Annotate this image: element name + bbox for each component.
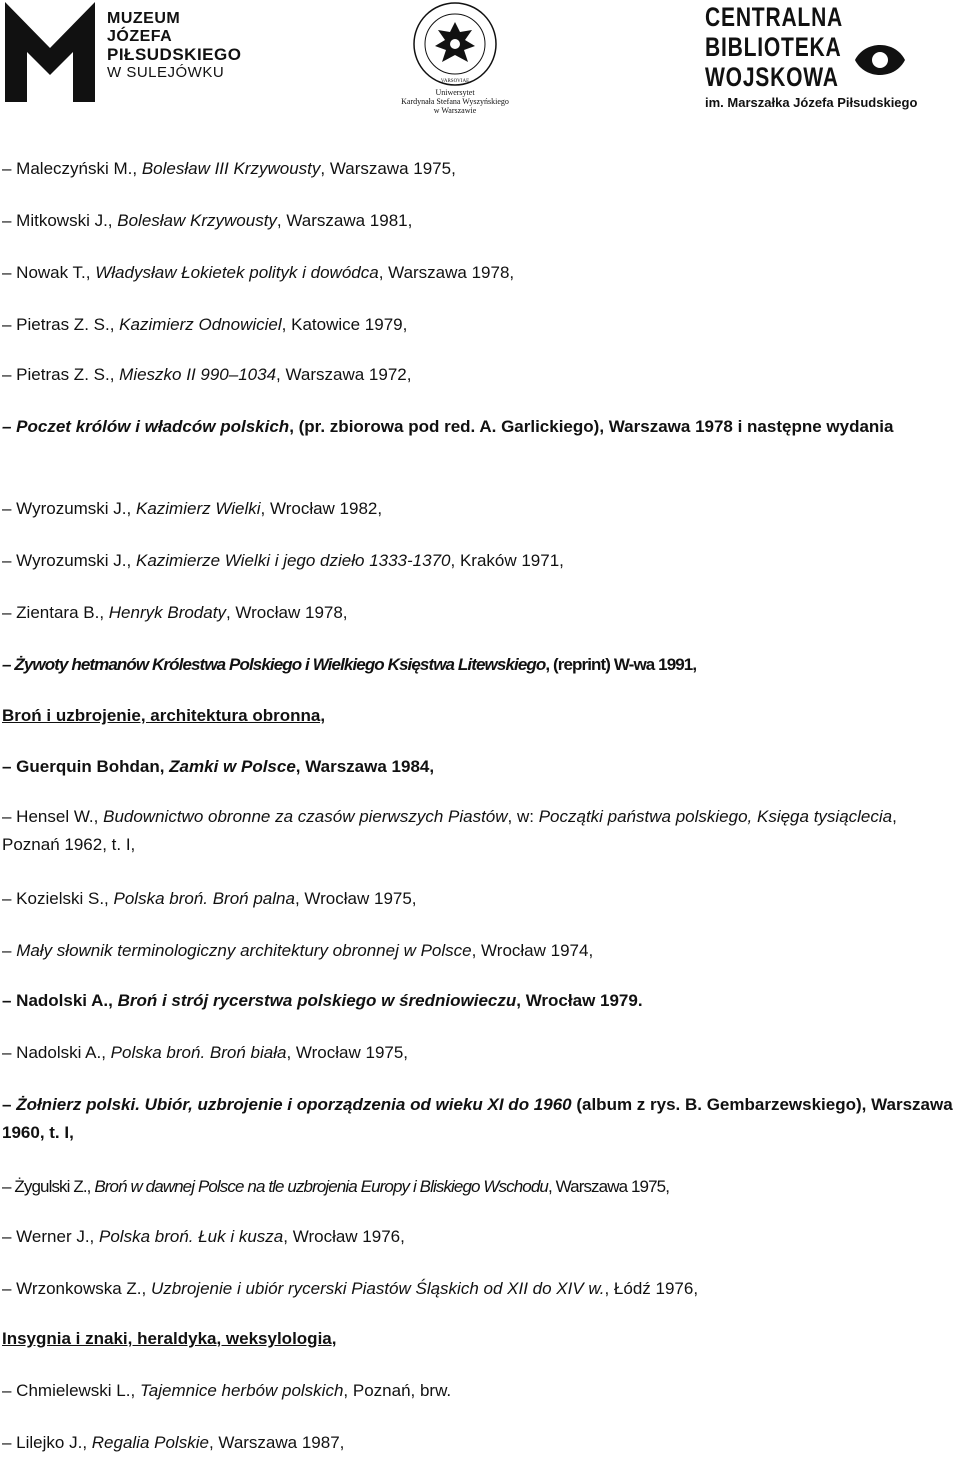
list-item: – Kozielski S., Polska broń. Broń palna, Wrocław 1975,	[2, 889, 417, 908]
university-seal-icon	[380, 0, 530, 90]
library-subtitle: im. Marszałka Józefa Piłsudskiego	[705, 95, 918, 110]
list-item: – Nadolski A., Broń i strój rycerstwa polskiego w średniowieczu, Wrocław 1979.	[2, 991, 643, 1010]
list-item: – Werner J., Polska broń. Łuk i kusza, Wrocław 1976,	[2, 1227, 405, 1246]
list-item: – Hensel W., Budownictwo obronne za czasów pierwszych Piastów, w: Początki państwa polskiego, Księga tysiąclecia, Poznań 1962, t. I,	[2, 807, 897, 854]
section-heading: Broń i uzbrojenie, architektura obronna,	[2, 706, 326, 725]
seal-bottom-text: VARSOVIAE	[440, 79, 470, 84]
university-line-1: Uniwersytet	[435, 88, 475, 97]
university-line-3: w Warszawie	[433, 106, 477, 115]
list-item: – Pietras Z. S., Mieszko II 990–1034, Warszawa 1972,	[2, 365, 412, 384]
page-header	[0, 0, 960, 120]
list-item: – Nowak T., Władysław Łokietek polityk i dowódca, Warszawa 1978,	[2, 263, 515, 282]
library-line-1: CENTRALNA	[705, 2, 844, 32]
list-item: – Wrzonkowska Z., Uzbrojenie i ubiór rycerski Piastów Śląskich od XII do XIV w., Łódź 1976,	[2, 1279, 699, 1298]
list-item: – Nadolski A., Polska broń. Broń biała, Wrocław 1975,	[2, 1043, 409, 1062]
list-item: – Wyrozumski J., Kazimierz Wielki, Wrocław 1982,	[2, 499, 383, 518]
museum-line-1: MUZEUM	[107, 10, 181, 27]
list-item: – Mały słownik terminologiczny architektury obronnej w Polsce, Wrocław 1974,	[2, 941, 594, 960]
list-item: – Lilejko J., Regalia Polskie, Warszawa 1987,	[2, 1433, 345, 1452]
section-heading: Insygnia i znaki, heraldyka, weksylologia,	[2, 1329, 337, 1348]
list-item: – Mitkowski J., Bolesław Krzywousty, Warszawa 1981,	[2, 211, 413, 230]
list-item: – Wyrozumski J., Kazimierze Wielki i jego dzieło 1333-1370, Kraków 1971,	[2, 551, 564, 570]
library-line-3: WOJSKOWA	[705, 62, 839, 92]
library-line-2: BIBLIOTEKA	[705, 32, 842, 62]
list-item: – Zientara B., Henryk Brodaty, Wrocław 1978,	[2, 603, 348, 622]
university-logo	[380, 0, 530, 115]
museum-line-4: W SULEJÓWKU	[107, 64, 225, 81]
list-item: – Żołnierz polski. Ubiór, uzbrojenie i oporządzenia od wieku XI do 1960 (album z rys. B. Gembarzewskiego), Warszawa 1960, t. I,	[2, 1095, 953, 1142]
list-item: – Żywoty hetmanów Królestwa Polskiego i Wielkiego Księstwa Litewskiego, (reprint) W-wa 1991,	[2, 655, 697, 674]
list-item: – Poczet królów i władców polskich, (pr. zbiorowa pod red. A. Garlickiego), Warszawa 1978 i następne wydania	[2, 417, 894, 436]
university-line-2: Kardynała Stefana Wyszyńskiego	[401, 97, 509, 106]
museum-m-icon	[0, 0, 100, 105]
list-item: – Żygulski Z., Broń w dawnej Polsce na tle uzbrojenia Europy i Bliskiego Wschodu, Warszawa 1975,	[2, 1177, 670, 1196]
library-emblem-icon	[850, 35, 910, 85]
museum-line-2: JÓZEFA	[107, 28, 173, 45]
list-item: – Pietras Z. S., Kazimierz Odnowiciel, Katowice 1979,	[2, 315, 408, 334]
list-item: – Chmielewski L., Tajemnice herbów polskich, Poznań, brw.	[2, 1381, 452, 1400]
museum-logo	[0, 0, 250, 105]
list-item: – Maleczyński M., Bolesław III Krzywousty, Warszawa 1975,	[2, 159, 456, 178]
list-item: – Guerquin Bohdan, Zamki w Polsce, Warszawa 1984,	[2, 757, 435, 776]
library-logo	[700, 0, 918, 115]
museum-line-3: PIŁSUDSKIEGO	[107, 45, 242, 64]
